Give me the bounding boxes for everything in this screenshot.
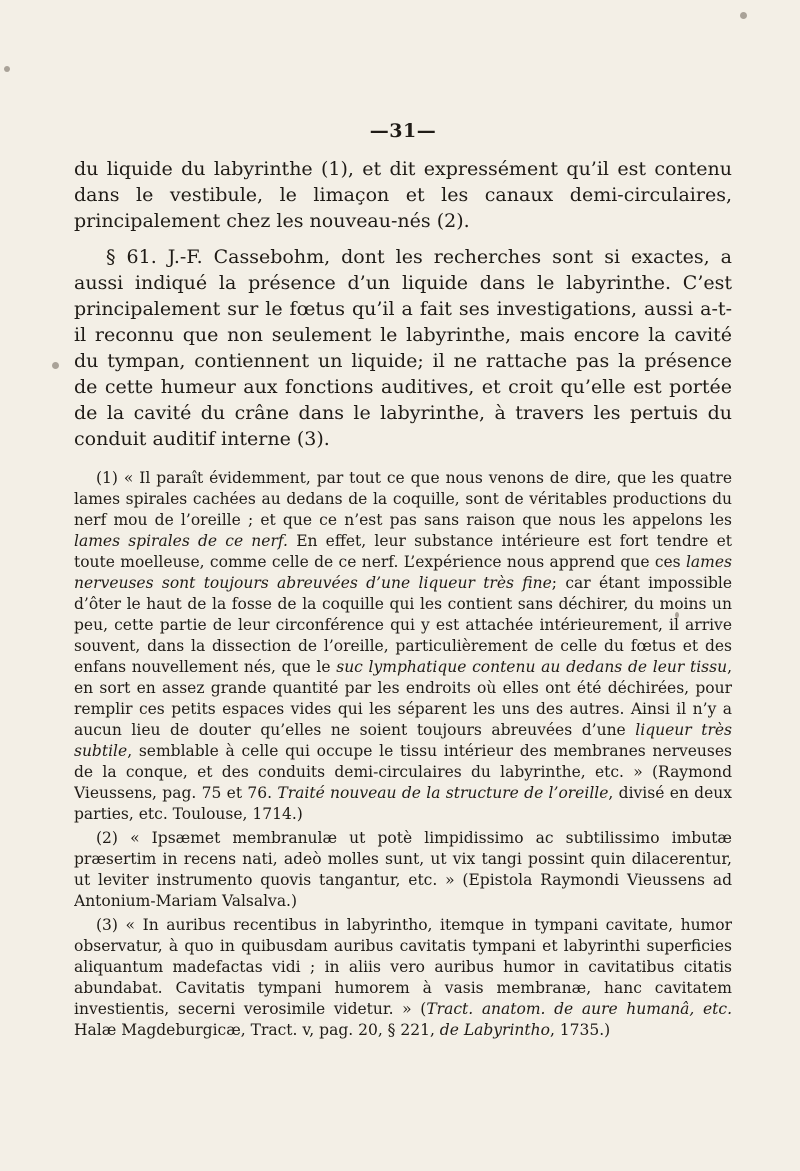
footnote-3-italic: de Labyrintho [439, 1021, 550, 1039]
footnote-1-text: ; car étant impossible d’ôter le haut de la fosse de la coquille qui les contient sans déchirer, du moins un peu, cette partie de leur circonférence qui y est attachée intérieurement, il arrive souvent, dans la dissection de l’oreille, particulièrement de celle du fœtus et des enfans nouvellement nés, que le [74, 574, 732, 676]
footnote-1-italic: lames nerveuses sont toujours abreuvées d’une liqueur très fine [74, 553, 732, 592]
footnote-1-text: , semblable à celle qui occupe le tissu intérieur des membranes nerveuses de la conque, et des conduits demi-circulaires du labyrinthe, etc. » (Raymond Vieussens, pag. 75 et 76. [74, 742, 732, 802]
page-number: —31— [369, 120, 437, 142]
footnote-1-italic: liqueur très subtile [74, 721, 732, 760]
footnote-3 [74, 915, 732, 1041]
footnote-1-text: (1) « Il paraît évidemment, par tout ce que nous venons de dire, que les quatre lames spirales cachées au dedans de la coquille, sont de véritables productions du nerf mou de l’oreille ; et que ce n’est pas sans raison que nous les appelons les [74, 469, 732, 529]
ink-spot [740, 12, 747, 19]
footnote-3-italic: Tract. anatom. de aure humanâ, etc. [426, 1000, 732, 1018]
ink-spot [4, 66, 10, 72]
footnote-1-text: En effet, leur substance intérieure est fort tendre et toute moelleuse, comme celle de ce nerf. L’expérience nous apprend que ces [74, 532, 732, 571]
page [74, 120, 732, 1140]
ink-spot [52, 362, 59, 369]
footnotes [74, 468, 732, 1041]
footnote-3-text: (3) « In auribus recentibus in labyrintho, itemque in tympani cavitate, humor observatur, à quo in quibusdam auribus cavitatis tympani et labyrinthi superficies aliquantum madefactas vidi ; in aliis vero auribus humor in cavitatibus citatis abundabat. Cavitatis tympani humorem à vasis membranæ, hanc cavitatem investientis, secerni verosimile videtur. » ( [74, 916, 732, 1018]
paragraph-section-61: § 61. J.-F. Cassebohm, dont les recherches sont si exactes, a aussi indiqué la présence d’un liquide dans le labyrinthe. C’est principalement sur le fœtus qu’il a fait ses investigations, aussi a-t-il reconnu que non seulement le labyrinthe, mais encore la cavité du tympan, contiennent un liquide; il ne rattache pas la présence de cette humeur aux fonctions auditives, et croit qu’elle est portée de la cavité du crâne dans le labyrinthe, à travers les pertuis du conduit auditif interne (3). [74, 246, 732, 450]
footnote-1-text: , en sort en assez grande quantité par les endroits où elles ont été déchirées, pour remplir ces petits espaces vides qui les séparent les uns des autres. Ainsi il n’y a aucun lieu de douter qu’elles ne soient toujours abreuvées d’une [74, 658, 732, 739]
footnote-3-text: , 1735.) [549, 1021, 611, 1039]
footnote-1-italic: lames spirales de ce nerf. [74, 532, 288, 550]
main-text [74, 156, 732, 452]
footnote-1-italic: Traité nouveau de la structure de l’oreille [277, 784, 609, 802]
footnote-1-italic: suc lymphatique contenu au dedans de leur tissu [336, 658, 728, 676]
footnote-3-text: Halæ Magdeburgicæ, Tract. v, pag. 20, § 221, [74, 1021, 440, 1039]
footnote-2: (2) « Ipsæmet membranulæ ut potè limpidissimo ac subtilissimo imbutæ præsertim in recens nati, adeò molles sunt, ut vix tangi possint quin dilacerentur, ut leviter instrumento quovis tangantur, etc. » (Epistola Raymondi Vieussens ad Antonium-Mariam Valsalva.) [74, 829, 732, 910]
footnote-1-text: , divisé en deux parties, etc. Toulouse, 1714.) [74, 784, 732, 823]
paragraph-continuation: du liquide du labyrinthe (1), et dit expressément qu’il est contenu dans le vestibule, le limaçon et les canaux demi-circulaires, principalement chez les nouveau-nés (2). [74, 158, 732, 232]
footnote-1 [74, 468, 732, 825]
